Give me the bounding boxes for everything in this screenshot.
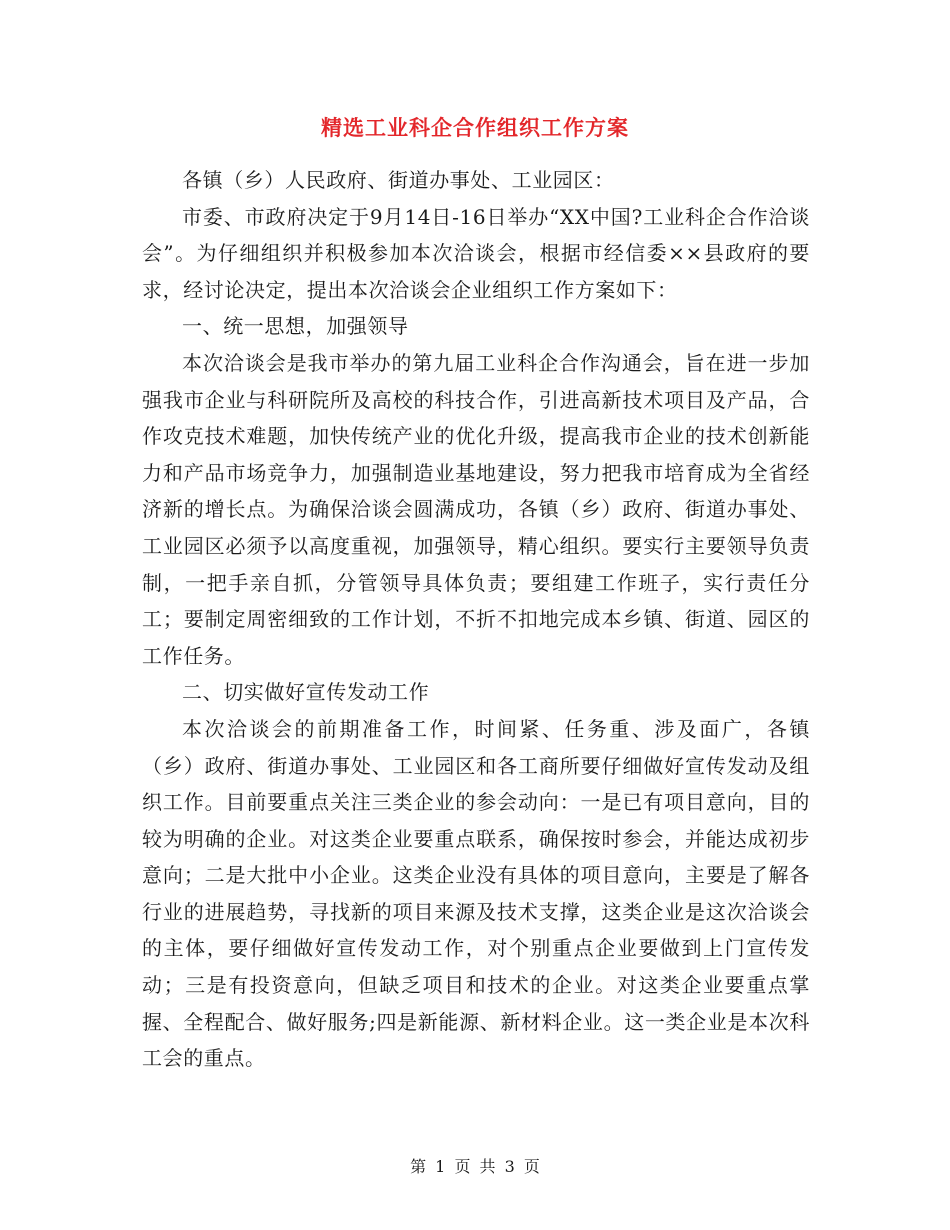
- salutation-paragraph: 各镇（乡）人民政府、街道办事处、工业园区：: [182, 168, 615, 192]
- page-number-footer: 第 1 页 共 3 页: [410, 1157, 540, 1176]
- section-heading-2: 二、切实做好宣传发动工作: [182, 680, 430, 705]
- section-heading-1: 一、统一思想，加强领导: [182, 314, 409, 339]
- section-1-paragraph: 本次洽谈会是我市举办的第九届工业科企合作沟通会，旨在进一步加强我市企业与科研院所及高校的科技合作，引进高新技术项目及产品，合作攻克技术难题，加快传统产业的优化升级，提高我市企业的技术创新能力和产品市场竞争力，加强制造业基地建设，努力把我市培育成为全省经济新的增长点。为确保洽谈会圆满成功，各镇（乡）政府、街道办事处、工业园区必须予以高度重视，加强领导，精心组织。要实行主要领导负责制，一把手亲自抓，分管领导具体负责；要组建工作班子，实行责任分工；要制定周密细致的工作计划，不折不扣地完成本乡镇、街道、园区的工作任务。: [142, 350, 810, 668]
- section-2-paragraph: 本次洽谈会的前期准备工作，时间紧、任务重、涉及面广，各镇（乡）政府、街道办事处、工业园区和各工商所要仔细做好宣传发动及组织工作。目前要重点关注三类企业的参会动向：一是已有项目意向，目的较为明确的企业。对这类企业要重点联系，确保按时参会，并能达成初步意向；二是大批中小企业。这类企业没有具体的项目意向，主要是了解各行业的进展趋势，寻找新的项目来源及技术支撑，这类企业是这次洽谈会的主体，要仔细做好宣传发动工作，对个别重点企业要做到上门宣传发动；三是有投资意向，但缺乏项目和技术的企业。对这类企业要重点掌握、全程配合、做好服务;四是新能源、新材料企业。这一类企业是本次科工会的重点。: [142, 716, 810, 1071]
- document-body: [142, 162, 810, 1077]
- intro-paragraph: 市委、市政府决定于9月14日-16日举办“XX中国?工业科企合作洽谈会”。为仔细组织并积极参加本次洽谈会，根据市经信委××县政府的要求，经讨论决定，提出本次洽谈会企业组织工作方案如下：: [142, 204, 810, 302]
- document-title: 精选工业科企合作组织工作方案: [321, 115, 629, 140]
